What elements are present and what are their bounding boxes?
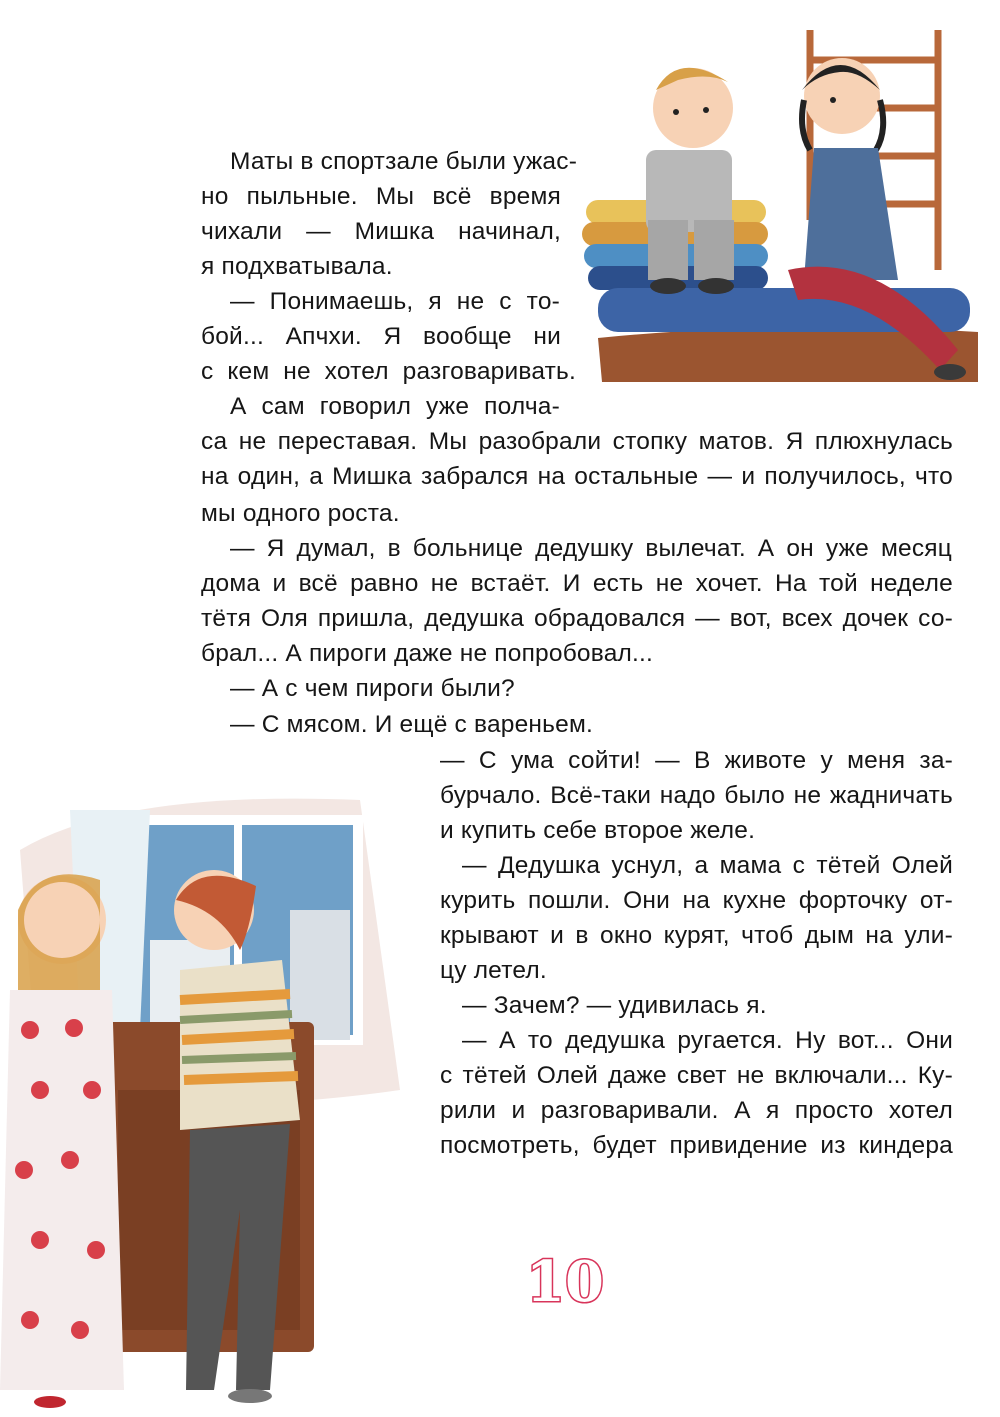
text-line: тётя Оля пришла, дедушка обрадовался — вот, всех дочек со- <box>201 605 953 632</box>
text-line: и купить себе второе желе. <box>440 817 756 844</box>
text-line: цу летел. <box>440 957 547 984</box>
text-line: но пыльные. Мы всё время <box>201 183 561 210</box>
text-line: — Понимаешь, я не с то- <box>230 288 560 315</box>
text-line: чихали — Мишка начинал, <box>201 218 561 245</box>
text-line: — С ума сойти! — В животе у меня за- <box>440 747 953 774</box>
text-line: са не переставая. Мы разобрали стопку матов. Я плюхнулась <box>201 428 953 455</box>
page-number: 10 <box>526 1249 604 1315</box>
text-line: с кем не хотел разговаривать. <box>201 358 576 385</box>
text-line: я подхватывала. <box>201 253 393 280</box>
text-line: посмотреть, будет привидение из киндера <box>440 1132 953 1159</box>
text-line: мы одного роста. <box>201 500 400 527</box>
text-line: — А с чем пироги были? <box>230 675 515 702</box>
text-line: А сам говорил уже полча- <box>230 393 560 420</box>
gym-mats-children-illustration-icon <box>578 20 980 388</box>
text-line: Маты в спортзале были ужас- <box>230 148 578 175</box>
text-line: курить пошли. Они на кухне форточку от- <box>440 887 953 914</box>
text-line: — А то дедушка ругается. Ну вот... Они <box>462 1027 953 1054</box>
text-line: брал... А пироги даже не попробовал... <box>201 640 654 667</box>
text-line: бурчало. Всё-таки надо было не жадничать <box>440 782 953 809</box>
text-line: крывают и в окно курят, чтоб дым на ули- <box>440 922 953 949</box>
text-line: дома и всё равно не встаёт. И есть не хочет. На той неделе <box>201 570 953 597</box>
text-line: рили и разговаривали. А я просто хотел <box>440 1097 953 1124</box>
text-line: — Я думал, в больнице дедушку вылечат. А он уже месяц <box>230 535 952 562</box>
text-line: — Дедушка уснул, а мама с тётей Олей <box>462 852 953 879</box>
text-line: на один, а Мишка забрался на остальные — и получилось, что <box>201 463 953 490</box>
text-line: с тётей Олей даже свет не включали... Ку- <box>440 1062 953 1089</box>
text-line: — Зачем? — удивилась я. <box>462 992 767 1019</box>
mother-and-aunt-by-window-illustration-icon <box>0 790 420 1410</box>
text-line: бой... Апчхи. Я вообще ни <box>201 323 561 350</box>
text-line: — С мясом. И ещё с вареньем. <box>230 711 594 738</box>
